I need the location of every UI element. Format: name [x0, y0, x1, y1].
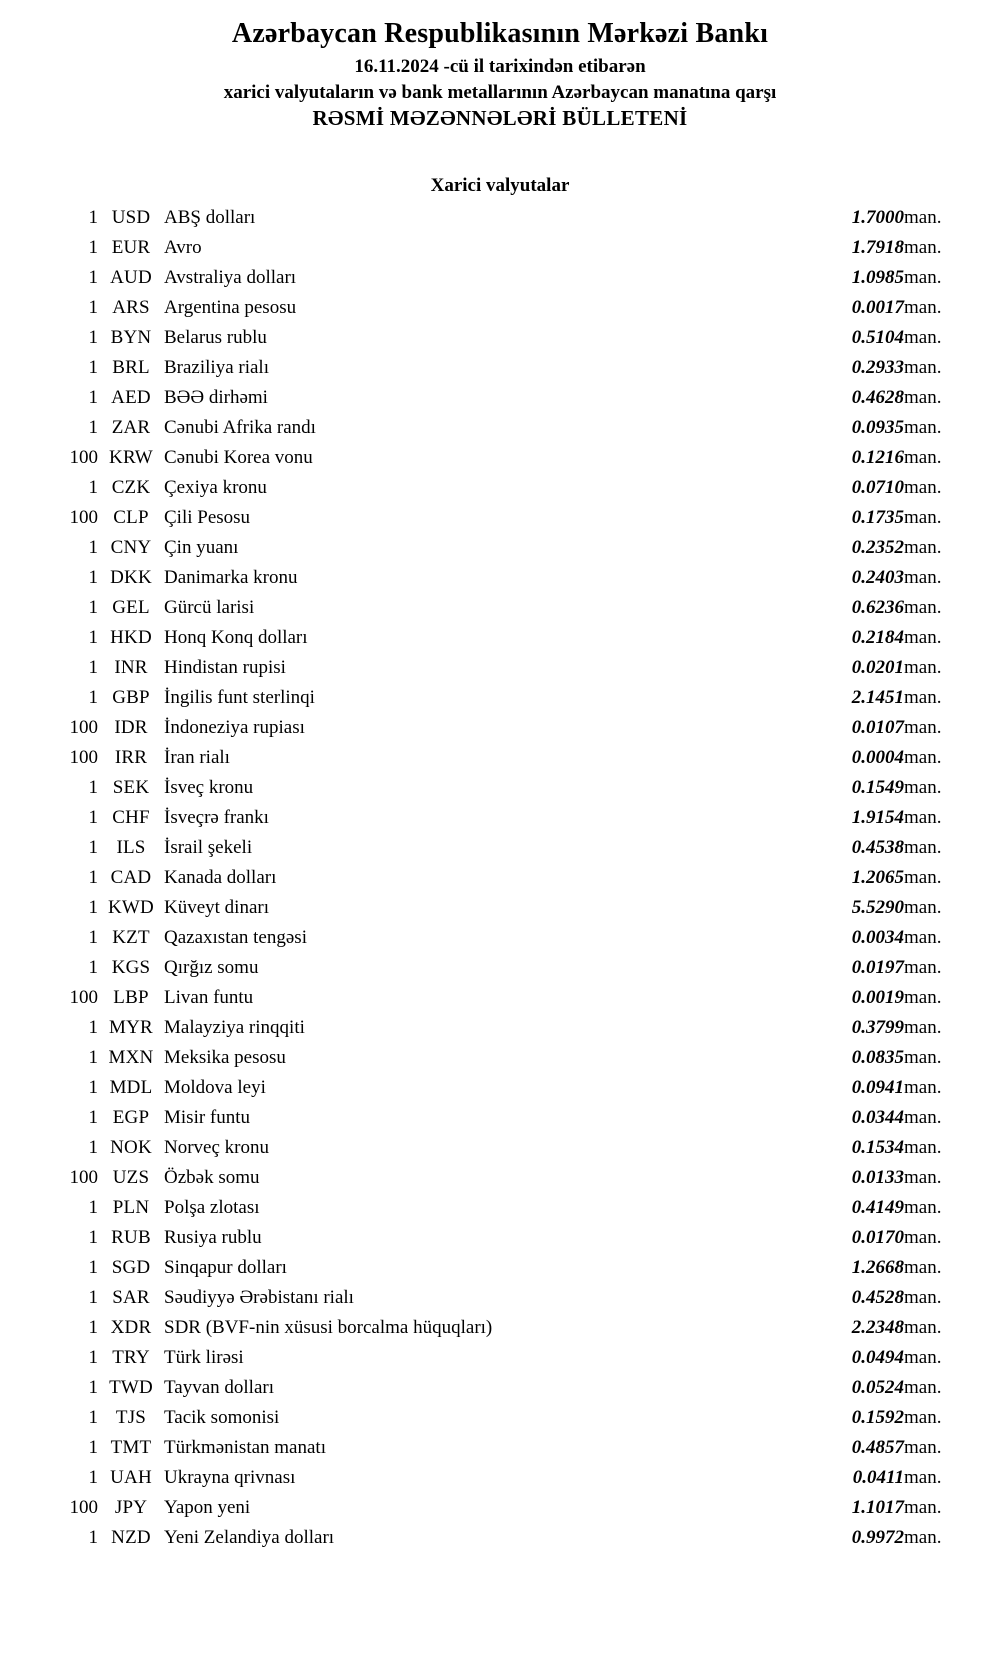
row-unit: man.	[904, 627, 942, 649]
row-currency-code: EUR	[111, 237, 151, 259]
row-rate: 0.1216	[851, 447, 904, 469]
row-quantity: 1	[88, 357, 98, 379]
row-currency-name: Cənubi Korea vonu	[164, 447, 313, 469]
bank-title: Azərbaycan Respublikasının Mərkəzi Bankı	[231, 18, 769, 49]
row-quantity: 1	[88, 1047, 98, 1069]
row-unit: man.	[904, 1077, 942, 1099]
table-row	[40, 1493, 960, 1523]
row-rate: 0.4857	[851, 1437, 904, 1459]
row-rate: 0.0935	[851, 417, 904, 439]
row-currency-name: Tayvan dolları	[164, 1377, 274, 1399]
row-currency-code: TMT	[110, 1437, 152, 1459]
currency-rates-body	[40, 203, 960, 1553]
row-currency-name: Küveyt dinarı	[164, 897, 270, 919]
row-currency-name: Argentina pesosu	[164, 297, 297, 319]
row-currency-name: Hindistan rupisi	[164, 657, 286, 679]
table-row	[40, 803, 960, 833]
table-row	[40, 713, 960, 743]
row-unit: man.	[904, 237, 942, 259]
row-currency-name: İsrail şekeli	[164, 837, 253, 859]
row-quantity: 100	[69, 987, 98, 1009]
table-row	[40, 1163, 960, 1193]
table-row	[40, 263, 960, 293]
row-quantity: 1	[88, 1227, 98, 1249]
row-currency-name: Gürcü larisi	[164, 597, 255, 619]
row-currency-name: Özbək somu	[164, 1167, 260, 1189]
row-currency-code: TJS	[115, 1407, 147, 1429]
row-currency-name: Honq Konq dolları	[164, 627, 308, 649]
row-quantity: 1	[88, 1137, 98, 1159]
row-currency-name: Meksika pesosu	[164, 1047, 286, 1069]
row-rate: 1.2668	[851, 1257, 904, 1279]
row-currency-name: Sinqapur dolları	[164, 1257, 287, 1279]
row-currency-name: Kanada dolları	[164, 867, 277, 889]
row-quantity: 1	[88, 897, 98, 919]
row-currency-code: MYR	[109, 1017, 153, 1039]
row-currency-code: BRL	[112, 357, 150, 379]
row-unit: man.	[904, 957, 942, 979]
row-quantity: 1	[88, 1077, 98, 1099]
row-unit: man.	[904, 1497, 942, 1519]
table-row	[40, 743, 960, 773]
row-quantity: 100	[69, 507, 98, 529]
row-quantity: 1	[88, 597, 98, 619]
row-rate: 0.0170	[851, 1227, 904, 1249]
row-rate: 5.5290	[851, 897, 904, 919]
row-rate: 0.0197	[851, 957, 904, 979]
table-row	[40, 473, 960, 503]
row-unit: man.	[904, 207, 942, 229]
row-rate: 0.0004	[851, 747, 904, 769]
row-currency-name: Cənubi Afrika randı	[164, 417, 316, 439]
row-rate: 0.0019	[851, 987, 904, 1009]
row-currency-name: Səudiyyə Ərəbistanı rialı	[164, 1287, 354, 1309]
row-currency-code: LBP	[113, 987, 149, 1009]
row-quantity: 1	[88, 1197, 98, 1219]
row-unit: man.	[904, 1317, 942, 1339]
row-quantity: 1	[88, 327, 98, 349]
row-rate: 1.2065	[851, 867, 904, 889]
row-unit: man.	[904, 477, 942, 499]
row-rate: 0.0941	[851, 1077, 904, 1099]
row-currency-code: XDR	[110, 1317, 152, 1339]
row-unit: man.	[904, 807, 942, 829]
table-row	[40, 503, 960, 533]
row-currency-code: KWD	[108, 897, 154, 919]
row-rate: 1.7000	[851, 207, 904, 229]
row-rate: 0.1534	[851, 1137, 904, 1159]
row-currency-name: Norveç kronu	[164, 1137, 269, 1159]
table-row	[40, 1193, 960, 1223]
row-unit: man.	[904, 1467, 942, 1489]
row-rate: 0.4628	[851, 387, 904, 409]
row-quantity: 1	[88, 777, 98, 799]
row-currency-code: BYN	[110, 327, 152, 349]
row-quantity: 1	[88, 1377, 98, 1399]
row-currency-name: İndoneziya rupiası	[164, 717, 305, 739]
table-row	[40, 833, 960, 863]
table-row	[40, 353, 960, 383]
row-currency-code: SEK	[112, 777, 150, 799]
row-currency-name: Qırğız somu	[164, 957, 259, 979]
row-quantity: 100	[69, 1497, 98, 1519]
currency-rates-table	[40, 203, 960, 1553]
row-currency-code: GEL	[112, 597, 150, 619]
row-currency-code: CLP	[113, 507, 149, 529]
table-row	[40, 563, 960, 593]
row-unit: man.	[904, 1377, 942, 1399]
row-currency-name: İsveçrə frankı	[164, 807, 269, 829]
row-quantity: 1	[88, 1287, 98, 1309]
table-row	[40, 863, 960, 893]
row-rate: 0.1592	[851, 1407, 904, 1429]
table-row	[40, 1013, 960, 1043]
table-row	[40, 953, 960, 983]
row-currency-name: İngilis funt sterlinqi	[164, 687, 315, 709]
row-rate: 1.0985	[851, 267, 904, 289]
row-quantity: 1	[88, 1347, 98, 1369]
row-currency-name: Türkmənistan manatı	[164, 1437, 326, 1459]
row-quantity: 1	[88, 537, 98, 559]
row-unit: man.	[904, 297, 942, 319]
table-row	[40, 623, 960, 653]
row-quantity: 100	[69, 447, 98, 469]
row-rate: 0.1735	[851, 507, 904, 529]
row-currency-name: Belarus rublu	[164, 327, 267, 349]
row-currency-code: SAR	[112, 1287, 150, 1309]
row-currency-code: IDR	[114, 717, 148, 739]
row-rate: 2.2348	[851, 1317, 904, 1339]
document-header	[40, 18, 960, 131]
row-currency-name: Avro	[164, 237, 202, 259]
row-unit: man.	[904, 927, 942, 949]
row-currency-name: Qazaxıstan tengəsi	[164, 927, 307, 949]
table-row	[40, 773, 960, 803]
row-quantity: 100	[69, 1167, 98, 1189]
table-row	[40, 1073, 960, 1103]
table-row	[40, 1313, 960, 1343]
table-row	[40, 1133, 960, 1163]
row-rate: 1.7918	[851, 237, 904, 259]
row-rate: 0.0201	[851, 657, 904, 679]
row-unit: man.	[904, 267, 942, 289]
row-unit: man.	[904, 387, 942, 409]
row-unit: man.	[904, 567, 942, 589]
row-unit: man.	[904, 327, 942, 349]
row-quantity: 1	[88, 657, 98, 679]
row-currency-code: AED	[111, 387, 151, 409]
row-currency-code: EGP	[112, 1107, 150, 1129]
row-rate: 0.0017	[851, 297, 904, 319]
row-unit: man.	[904, 1167, 942, 1189]
row-unit: man.	[904, 1107, 942, 1129]
row-rate: 0.0107	[851, 717, 904, 739]
row-quantity: 1	[88, 267, 98, 289]
row-currency-code: IRR	[114, 747, 148, 769]
table-row	[40, 983, 960, 1013]
row-unit: man.	[904, 1017, 942, 1039]
row-unit: man.	[904, 1227, 942, 1249]
table-row	[40, 323, 960, 353]
row-currency-name: Malayziya rinqqiti	[164, 1017, 305, 1039]
row-currency-code: TRY	[112, 1347, 150, 1369]
row-currency-code: MXN	[108, 1047, 154, 1069]
row-quantity: 1	[88, 957, 98, 979]
row-quantity: 1	[88, 387, 98, 409]
table-row	[40, 1253, 960, 1283]
row-quantity: 1	[88, 1527, 98, 1549]
row-rate: 0.5104	[851, 327, 904, 349]
row-currency-name: Danimarka kronu	[164, 567, 298, 589]
row-currency-code: NZD	[111, 1527, 151, 1549]
section-title-foreign-currencies: Xarici valyutalar	[430, 175, 570, 197]
row-currency-code: CNY	[110, 537, 152, 559]
row-rate: 0.0494	[851, 1347, 904, 1369]
table-row	[40, 653, 960, 683]
row-rate: 1.9154	[851, 807, 904, 829]
row-currency-name: Polşa zlotası	[164, 1197, 260, 1219]
row-currency-code: TWD	[109, 1377, 153, 1399]
table-row	[40, 533, 960, 563]
row-rate: 0.2352	[851, 537, 904, 559]
row-unit: man.	[904, 687, 942, 709]
row-currency-name: Livan funtu	[164, 987, 254, 1009]
row-currency-code: NOK	[110, 1137, 152, 1159]
row-quantity: 1	[88, 927, 98, 949]
row-unit: man.	[904, 867, 942, 889]
row-currency-code: UZS	[112, 1167, 150, 1189]
row-unit: man.	[904, 357, 942, 379]
row-unit: man.	[904, 777, 942, 799]
row-currency-code: ARS	[112, 297, 150, 319]
row-currency-name: ABŞ dolları	[164, 207, 256, 229]
row-rate: 0.0034	[851, 927, 904, 949]
row-unit: man.	[904, 1197, 942, 1219]
row-unit: man.	[904, 1257, 942, 1279]
row-rate: 0.0524	[851, 1377, 904, 1399]
row-quantity: 1	[88, 837, 98, 859]
table-row	[40, 1433, 960, 1463]
row-currency-name: İran rialı	[164, 747, 230, 769]
table-row	[40, 1373, 960, 1403]
row-rate: 0.6236	[851, 597, 904, 619]
row-currency-name: Moldova leyi	[164, 1077, 266, 1099]
row-quantity: 1	[88, 567, 98, 589]
row-quantity: 1	[88, 1437, 98, 1459]
row-unit: man.	[904, 717, 942, 739]
row-currency-code: ZAR	[111, 417, 151, 439]
row-currency-code: GBP	[112, 687, 150, 709]
table-row	[40, 593, 960, 623]
row-unit: man.	[904, 417, 942, 439]
row-currency-name: Tacik somonisi	[164, 1407, 280, 1429]
row-currency-code: DKK	[110, 567, 152, 589]
row-unit: man.	[904, 897, 942, 919]
row-currency-code: RUB	[111, 1227, 151, 1249]
row-rate: 1.1017	[851, 1497, 904, 1519]
table-row	[40, 1103, 960, 1133]
row-currency-name: Çin yuanı	[164, 537, 239, 559]
table-row	[40, 1223, 960, 1253]
row-unit: man.	[904, 507, 942, 529]
row-unit: man.	[904, 987, 942, 1009]
table-row	[40, 1283, 960, 1313]
row-rate: 0.0411	[852, 1467, 904, 1489]
row-currency-name: SDR (BVF-nin xüsusi borcalma hüquqları)	[164, 1317, 493, 1339]
row-currency-name: Çili Pesosu	[164, 507, 251, 529]
row-rate: 2.1451	[851, 687, 904, 709]
row-currency-code: CHF	[112, 807, 150, 829]
row-quantity: 1	[88, 1407, 98, 1429]
row-rate: 0.1549	[851, 777, 904, 799]
bulletin-heading: RƏSMİ MƏZƏNNƏLƏRİ BÜLLETENİ	[312, 106, 688, 131]
row-unit: man.	[904, 1347, 942, 1369]
row-currency-name: Braziliya rialı	[164, 357, 269, 379]
table-row	[40, 443, 960, 473]
row-quantity: 1	[88, 237, 98, 259]
row-currency-code: HKD	[110, 627, 152, 649]
row-currency-name: İsveç kronu	[164, 777, 254, 799]
table-row	[40, 683, 960, 713]
row-rate: 0.2933	[851, 357, 904, 379]
row-unit: man.	[904, 597, 942, 619]
row-quantity: 1	[88, 1467, 98, 1489]
row-unit: man.	[904, 1437, 942, 1459]
row-rate: 0.0344	[851, 1107, 904, 1129]
row-unit: man.	[904, 1287, 942, 1309]
table-row	[40, 1523, 960, 1553]
row-rate: 0.4538	[851, 837, 904, 859]
table-row	[40, 293, 960, 323]
row-currency-code: ILS	[116, 837, 146, 859]
table-row	[40, 1043, 960, 1073]
row-currency-code: CZK	[111, 477, 151, 499]
row-unit: man.	[904, 1527, 942, 1549]
row-quantity: 1	[88, 627, 98, 649]
row-currency-name: Çexiya kronu	[164, 477, 267, 499]
row-currency-name: Ukrayna qrivnası	[164, 1467, 296, 1489]
row-currency-name: Misir funtu	[164, 1107, 251, 1129]
row-currency-code: PLN	[112, 1197, 150, 1219]
row-unit: man.	[904, 1137, 942, 1159]
table-row	[40, 923, 960, 953]
row-rate: 0.0710	[851, 477, 904, 499]
row-quantity: 1	[88, 297, 98, 319]
row-quantity: 1	[88, 867, 98, 889]
table-row	[40, 893, 960, 923]
row-quantity: 1	[88, 207, 98, 229]
row-quantity: 1	[88, 477, 98, 499]
row-currency-code: KGS	[111, 957, 151, 979]
row-quantity: 100	[69, 717, 98, 739]
row-rate: 0.9972	[851, 1527, 904, 1549]
row-unit: man.	[904, 657, 942, 679]
table-row	[40, 383, 960, 413]
row-rate: 0.4528	[851, 1287, 904, 1309]
table-row	[40, 1343, 960, 1373]
row-currency-name: Yapon yeni	[164, 1497, 251, 1519]
row-quantity: 1	[88, 687, 98, 709]
row-rate: 0.4149	[851, 1197, 904, 1219]
row-rate: 0.2184	[851, 627, 904, 649]
row-currency-code: SGD	[111, 1257, 151, 1279]
row-currency-code: JPY	[114, 1497, 148, 1519]
row-quantity: 1	[88, 1017, 98, 1039]
row-rate: 0.2403	[851, 567, 904, 589]
row-currency-code: USD	[111, 207, 151, 229]
row-quantity: 1	[88, 417, 98, 439]
effective-date-line: 16.11.2024 -cü il tarixindən etibarən	[354, 56, 646, 78]
row-quantity: 1	[88, 1257, 98, 1279]
row-currency-code: MDL	[109, 1077, 153, 1099]
row-rate: 0.0835	[851, 1047, 904, 1069]
row-currency-code: KRW	[109, 447, 153, 469]
document-subtitle: xarici valyutaların və bank metallarının Azərbaycan manatına qarşı	[223, 82, 777, 104]
row-unit: man.	[904, 1407, 942, 1429]
row-rate: 0.3799	[851, 1017, 904, 1039]
row-currency-name: Avstraliya dolları	[164, 267, 297, 289]
row-quantity: 1	[88, 807, 98, 829]
row-rate: 0.0133	[851, 1167, 904, 1189]
row-currency-code: INR	[114, 657, 148, 679]
row-unit: man.	[904, 837, 942, 859]
row-currency-name: BƏƏ dirhəmi	[164, 387, 268, 409]
table-row	[40, 1463, 960, 1493]
table-row	[40, 1403, 960, 1433]
row-currency-code: UAH	[110, 1467, 152, 1489]
table-row	[40, 233, 960, 263]
row-currency-code: AUD	[110, 267, 152, 289]
row-unit: man.	[904, 537, 942, 559]
row-currency-code: KZT	[112, 927, 150, 949]
table-row	[40, 203, 960, 233]
row-quantity: 1	[88, 1317, 98, 1339]
row-unit: man.	[904, 1047, 942, 1069]
row-quantity: 1	[88, 1107, 98, 1129]
row-currency-code: CAD	[110, 867, 152, 889]
table-row	[40, 413, 960, 443]
row-unit: man.	[904, 747, 942, 769]
row-currency-name: Türk lirəsi	[164, 1347, 244, 1369]
row-unit: man.	[904, 447, 942, 469]
row-quantity: 100	[69, 747, 98, 769]
row-currency-name: Rusiya rublu	[164, 1227, 262, 1249]
row-currency-name: Yeni Zelandiya dolları	[164, 1527, 335, 1549]
